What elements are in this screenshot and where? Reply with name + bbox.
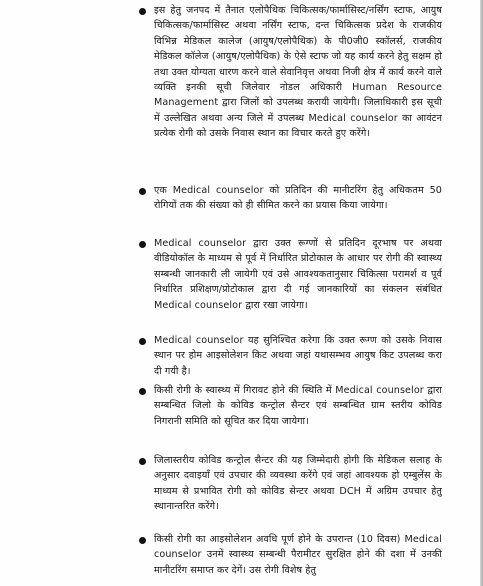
- bullet-point: [139, 188, 146, 195]
- bullet-point: [139, 338, 146, 345]
- bullet-paragraph-patient-limit: एक Medical counselor को प्रतिदिन की मानीटरिंग हेतु अधिकतम 50 रोगियों तक की संख्या को ही सीमित करने का प्रयास किया जायेगा।: [154, 185, 442, 212]
- bullet-paragraph-isolation-end: किसी रोगी का आइसोलेशन अवधि पूर्ण होने के उपरान्त (10 दिवस) Medical counselor उनमें स्वास्थ्य सम्बन्धी पैरामीटर सुरक्षित होने की दशा में उनकी मानीटरिंग समाप्त कर देगें। उस रोगी विशेष हेतु: [154, 534, 442, 576]
- bullet-paragraph-staff-list: इस हेतु जनपद में तैनात एलोपैथिक चिकित्सक/फार्मासिस्ट/नर्सिंग स्टाफ, आयुष चिकित्सक/फार्मासिस्ट अथवा नर्सिंग स्टाफ, दन्त चिकित्सक प्रदेश के राजकीय विभिन्न मेडिकल कालेज (आयुष/एलोपैथिक) के पी0जी0 स्कॉलर्स, राजकीय मेडिकल कॉलेज (आयुष/एलोपैथिक) के ऐसे स्टाफ जो यह कार्य करने हेतु सक्षम हो तथा उक्त योग्यता धारण करने वाले सेवानिवृत्त अथवा निजी क्षेत्र में कार्य करने वाले व्यक्ति इनकी सूची जिलेवार नोडल अधिकारी Human Resource Management द्वारा जिलों को उपलब्ध करायी जायेगी। जिलाधिकारी इस सूची में उल्लेखित अथवा अन्य जिले में उपलब्ध Medical counselor का आवंटन प्रत्येक रोगी को उसके निवास स्थान का विचार करते हुए करेंगे।: [154, 5, 442, 140]
- bullet-paragraph-control-center: जिलास्तरीय कोविड कन्ट्रोल सैन्टर की यह जिम्मेदारी होगी कि मेडिकल सलाह के अनुसार दवाइयॉं एवं उपचार की व्यवस्था करेंगे एवं जहां आवश्यक हो एम्बुलेंस के माध्यम से प्रभावित रोगी को कोविड सेन्टर अथवा DCH में अग्रिम उपचार हेतु स्थानान्तरित करेंगे।: [154, 455, 442, 513]
- bullet-paragraph-daily-monitoring: Medical counselor द्वारा उक्त रूग्णों से प्रतिदिन दूरभाष पर अथवा वीडियोकॉल के माध्यम से पूर्व में निर्धारित प्रोटोकाल के आधार पर रोगी की स्वास्थ्य सम्बन्धी जानकारी ली जायेगी एवं उसे आवश्यकतानुसार चिकित्सा परामर्श व पूर्व निर्धारित प्रशिक्षण/प्रोटोकाल द्वारा दी गई जानकारियों का संकलन संबंधित Medical counselor द्वारा रखा जायेगा।: [154, 238, 442, 311]
- bullet-point: [139, 537, 146, 544]
- bullet-point: [139, 458, 146, 465]
- bullet-paragraph-health-deterioration: किसी रोगी के स्वास्थ्य में गिरावट होने की स्थिति में Medical counselor द्वारा सम्बन्धित जिलो के कोविड कन्ट्रोल सैन्टर एवं सम्बन्धित ग्राम स्तरीय कोविड निगरानी समिति को सूचित कर दिया जायेगा।: [154, 385, 442, 427]
- bullet-point: [139, 241, 146, 248]
- bullet-point: [139, 388, 146, 395]
- bullet-paragraph-isolation-kit: Medical counselor यह सुनिश्चित करेगा कि उक्त रूग्ण को उसके निवास स्थान पर होम आइसोलेशन किट अथवा जहां यथासम्भव आयुष किट उपलब्ध करा दी गयी है।: [154, 335, 442, 377]
- bullet-point: [139, 8, 146, 15]
